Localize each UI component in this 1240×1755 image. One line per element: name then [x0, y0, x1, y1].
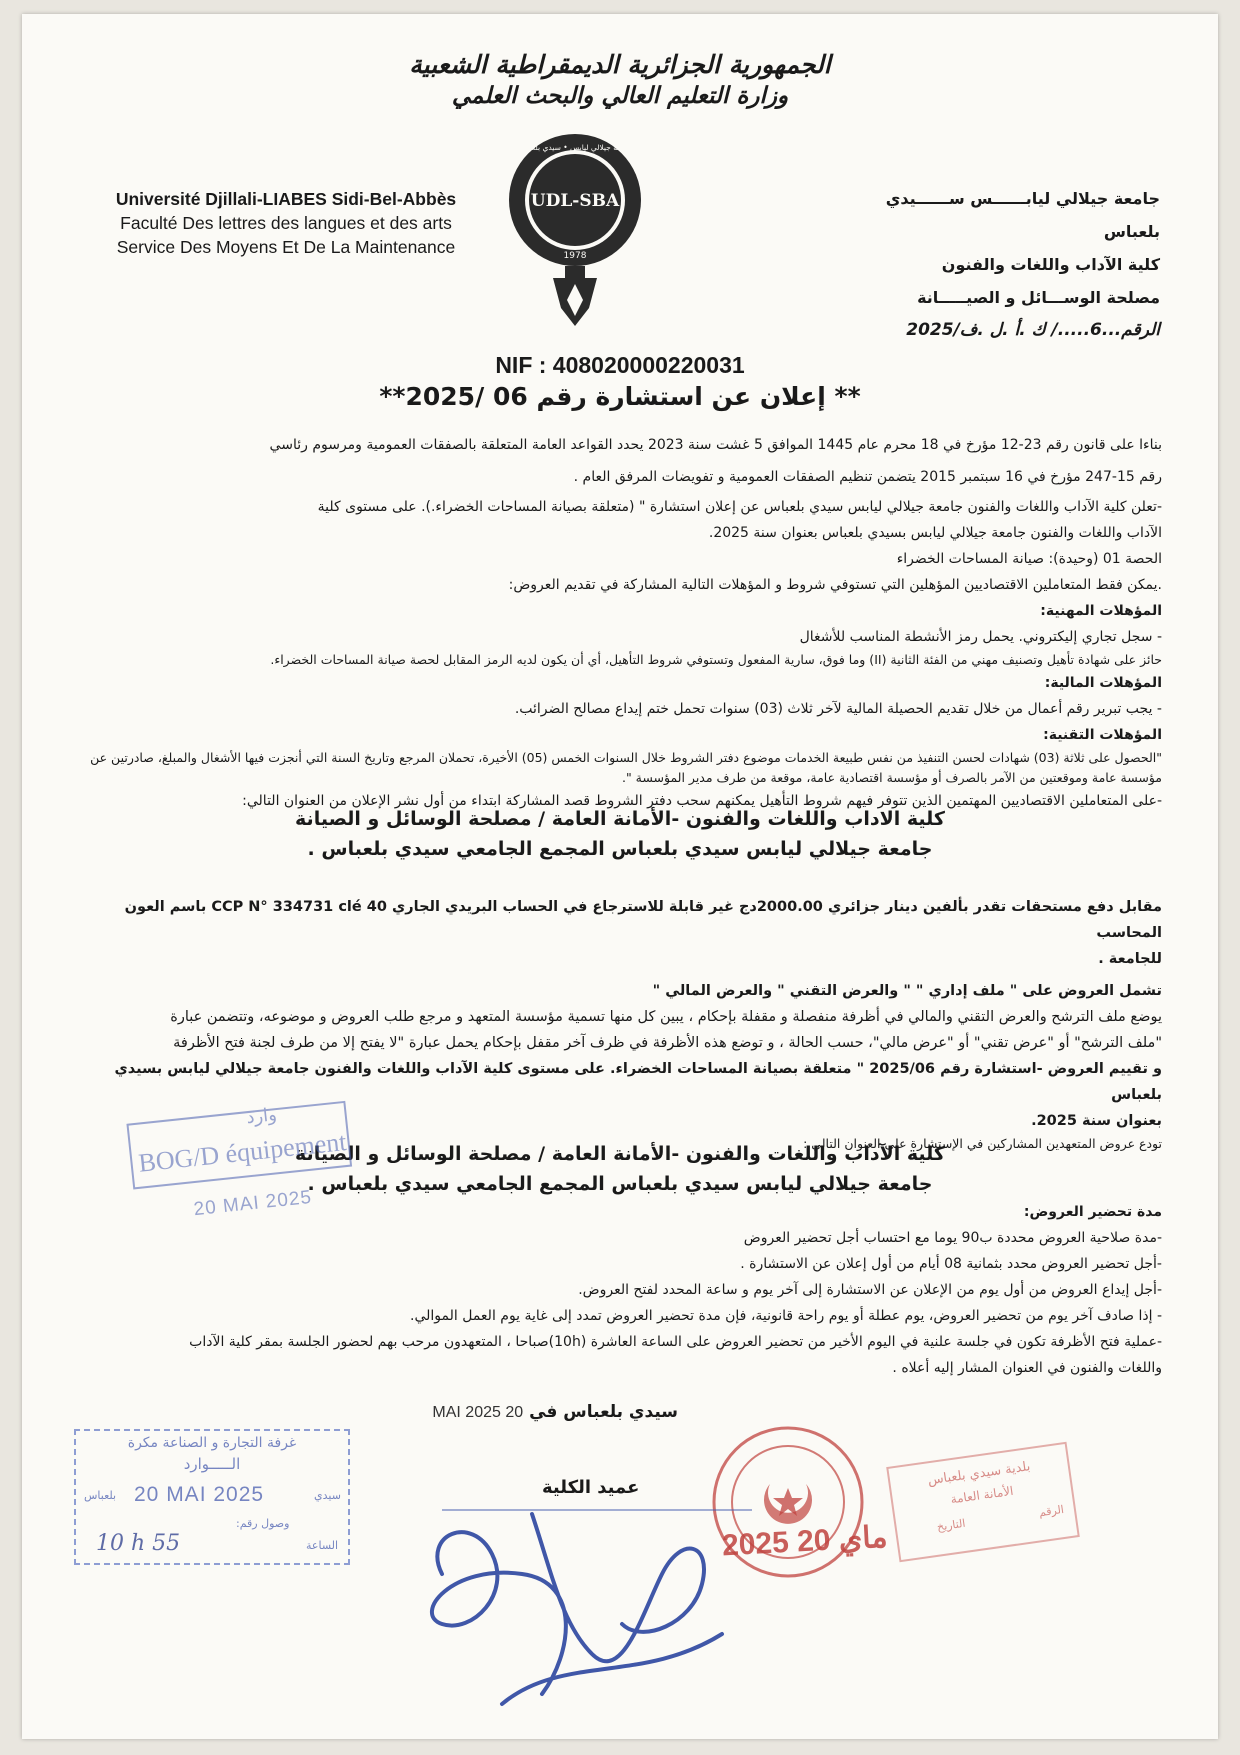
logo-text: UDL-SBA — [530, 191, 620, 211]
dean-title: عميد الكلية — [542, 1477, 640, 1498]
address-line: جامعة جيلالي ليابس سيدي بلعباس المجمع الجامعي سيدي بلعباس . — [307, 838, 933, 860]
section-heading: مدة تحضير العروض: — [1023, 1204, 1162, 1220]
ministry-title: وزارة التعليم العالي والبحث العلمي — [451, 82, 789, 109]
cci-time-label: الساعة — [306, 1539, 339, 1552]
document-page — [22, 14, 1218, 1739]
paragraph: "الحصول على ثلاثة (03) شهادات لحسن التنفيذ من نفس طبيعة الخدمات موضوع دفتر الشروط خلال السنوات الخمس (05) الأخيرة، تحملان المرجع وتاريخ السنة التي أنجزت فيها الأشغال والمبلغ، صادرتين عن مؤسسة عامة وموقعتين من الآمر بالصرف أو مؤسسة اقتصادية عامة، موقعة من طرف مدير المؤسسة ". — [90, 750, 1162, 785]
bog-stamp-header: وارد — [245, 1104, 278, 1129]
paragraph: - سجل تجاري إليكتروني. يحمل رمز الأنشطة المناسب للأشغال — [799, 629, 1162, 645]
logo-year: 1978 — [563, 251, 587, 261]
paragraph: .يمكن فقط المتعاملين الاقتصاديين المؤهلين التي تستوفي شروط و المؤهلات التالية المشاركة في تقديم العروض: — [508, 577, 1162, 593]
university-name-ar: جامعة جيلالي ليابــــــس ســــــيدي بلعباس — [885, 189, 1160, 241]
paragraph: -أجل إيداع العروض من أول يوم من الإعلان عن الاستشارة إلى آخر يوم و ساعة المحدد لفتح العروض. — [578, 1282, 1162, 1298]
red-date-stamp: 2025 ماي 20 — [721, 1520, 889, 1563]
paragraph: بناءا على قانون رقم 23-12 مؤرخ في 18 محرم عام 1445 الموافق 5 غشت سنة 2023 يحدد القواعد العامة المتعلقة بالصفقات العمومية ومرسوم رئاسي — [269, 437, 1162, 453]
french-header — [96, 187, 476, 259]
arabic-header — [830, 182, 1160, 347]
bog-stamp-date: 20 MAI 2025 — [192, 1186, 313, 1221]
section-heading: المؤهلات المالية: — [1044, 675, 1162, 691]
faculty-name-fr: Faculté Des lettres des langues et des arts — [120, 213, 452, 233]
paragraph: "ملف الترشح" أو "عرض تقني" أو "عرض مالي"، حسب الحالة ، و توضع هذه الأظرفة في ظرف آخر مقفل بإحكام يحمل عبارة "لا يفتح إلا من طرف لجنة فتح الأظرفة — [173, 1035, 1162, 1051]
paragraph: تودع عروض المتعهدين المشاركين في الإستشارة على العنوان التالي : — [803, 1136, 1162, 1151]
cci-left: سيدي — [314, 1489, 341, 1502]
bog-stamp — [126, 1101, 357, 1241]
signature-place-date — [418, 1402, 678, 1422]
body-intro — [80, 432, 1162, 814]
cci-line2: الـــــوارد — [183, 1455, 241, 1473]
cci-ref: وصول رقم: — [236, 1517, 290, 1530]
signature-place: سيدي بلعباس في — [529, 1402, 678, 1422]
paragraph: -عملية فتح الأظرفة تكون في جلسة علنية في اليوم الأخير من تحضير العروض على الساعة العاشرة (10h)صباحا ، المتعهدون مرحب بهم لحضور الجلسة بمقر كلية الآداب — [189, 1334, 1162, 1350]
signature-date: 20 MAI 2025 — [432, 1404, 524, 1421]
paragraph: -أجل تحضير العروض محدد بثمانية 08 أيام من أول إعلان عن الاستشارة . — [740, 1256, 1162, 1272]
paragraph: حائز على شهادة تأهيل وتصنيف مهني من الفئة الثانية (II) وما فوق، سارية المفعول وتستوفي شروط التأهيل، أي أن يكون لديه الرمز المقابل لحصة صيانة المساحات الخضراء. — [270, 652, 1162, 667]
republic-title: الجمهورية الجزائرية الديمقراطية الشعبية — [409, 50, 831, 79]
paragraph: يوضع ملف الترشح والعرض التقني والمالي في أظرفة منفصلة و مقفلة بإحكام ، يبين كل منها تسمية مؤسسة المتعهد و مرجع طلب العروض و موضوعه، وتتضمن عبارة — [170, 1009, 1162, 1025]
reference-number: الرقم...6...../ ك .أ .ل .ف/2025 — [906, 320, 1160, 340]
withdrawal-address — [22, 804, 1218, 864]
paragraph: الآداب واللغات والفنون جامعة جيلالي ليابس بسيدي بلعباس بعنوان سنة 2025. — [708, 525, 1162, 541]
service-name-ar: مصلحة الوســـائل و الصيـــــانة — [917, 288, 1160, 307]
paragraph: - يجب تبرير رقم أعمال من خلال تقديم الحصيلة المالية لآخر ثلاث (03) سنوات تحمل ختم إيداع مصالح الضرائب. — [514, 701, 1162, 717]
paragraph: - إذا صادف آخر يوم من تحضير العروض، يوم عطلة أو يوم راحة قانونية، فإن مدة تحضير العروض تمدد إلى غاية يوم العمل الموالي. — [410, 1308, 1162, 1324]
offers-title: تشمل العروض على " ملف إداري " " والعرض التقني " والعرض المالي " — [652, 983, 1162, 999]
announcement-title: ** إعلان عن استشارة رقم 06 /2025** — [379, 382, 861, 411]
section-heading: المؤهلات التقنية: — [1043, 727, 1162, 743]
cci-line1: غرفة التجارة و الصناعة مكرة — [127, 1435, 297, 1451]
cci-time: 10 h 55 — [96, 1531, 181, 1556]
paragraph: رقم 15-247 مؤرخ في 16 سبتمبر 2015 يتضمن تنظيم الصفقات العمومية و تفويضات المرفق العام . — [573, 469, 1162, 485]
paragraph: بعنوان سنة 2025. — [1031, 1113, 1162, 1129]
university-name-fr: Université Djillali-LIABES Sidi-Bel-Abbès — [115, 189, 457, 209]
service-name-fr: Service Des Moyens Et De La Maintenance — [116, 237, 456, 257]
dean-stamp — [442, 1509, 752, 1621]
paragraph: -على المتعاملين الاقتصاديين المهتمين الذين تتوفر فيهم شروط التأهيل يمكنهم سحب دفتر الشروط قصد المشاركة ابتداء من أول نشر الإعلان من العنوان التالي: — [242, 793, 1162, 809]
cci-stamp — [74, 1429, 350, 1565]
cci-right: بلعباس — [84, 1489, 117, 1502]
nif-number: NIF : 408020000220031 — [495, 352, 745, 378]
paragraph: و تقييم العروض -استشارة رقم 2025/06 " متعلقة بصيانة المساحات الخضراء. على مستوى كلية الآداب واللغات والفنون جامعة جيلالي ليابس بسيدي بلعباس — [114, 1061, 1162, 1103]
commune-ref: الرقم — [1038, 1502, 1065, 1520]
university-logo — [505, 130, 645, 330]
paragraph: الحصة 01 (وحيدة): صيانة المساحات الخضراء — [896, 551, 1162, 567]
address-line: كلية الاداب واللغات والفنون -الأمانة العامة / مصلحة الوسائل و الصيانة — [295, 808, 945, 830]
commune-stamp — [886, 1442, 1080, 1562]
bog-stamp-text: BOG/D équipement — [137, 1127, 348, 1178]
logo-ring-text: جامعة جيلالي ليابس • سيدي بلعباس — [518, 143, 632, 152]
commune-date-label: التاريخ — [936, 1516, 967, 1534]
section-heading: المؤهلات المهنية: — [1040, 603, 1162, 619]
paragraph: -مدة صلاحية العروض محددة ب90 يوما مع احتساب أجل تحضير العروض — [743, 1230, 1162, 1246]
payment-line: مقابل دفع مستحقات تقدر بألفين دينار جزائري 2000.00دج غير قابلة للاسترجاع في الحساب البريدي الجاري CCP N° 334731 clé 40 باسم العون المحاسب — [124, 899, 1162, 941]
commune-line1: بلدية سيدي بلعباس — [926, 1459, 1032, 1489]
cci-date: 20 MAI 2025 — [134, 1483, 265, 1506]
paragraph: واللغات والفنون في العنوان المشار إليه أعلاه . — [892, 1360, 1162, 1376]
paragraph: -تعلن كلية الآداب واللغات والفنون جامعة جيلالي ليابس سيدي بلعباس عن إعلان استشارة " (متعلقة بصيانة المساحات الخضراء.). على مستوى كلية — [317, 499, 1162, 515]
payment-line: للجامعة . — [1098, 951, 1162, 967]
address-line: جامعة جيلالي ليابس سيدي بلعباس المجمع الجامعي سيدي بلعباس . — [307, 1173, 933, 1195]
faculty-name-ar: كلية الآداب واللغات والفنون — [941, 255, 1160, 274]
address-line: كلية الآداب واللغات والفنون -الأمانة العامة / مصلحة الوسائل و الصيانة — [295, 1143, 945, 1165]
commune-line2: الأمانة العامة — [949, 1483, 1015, 1507]
